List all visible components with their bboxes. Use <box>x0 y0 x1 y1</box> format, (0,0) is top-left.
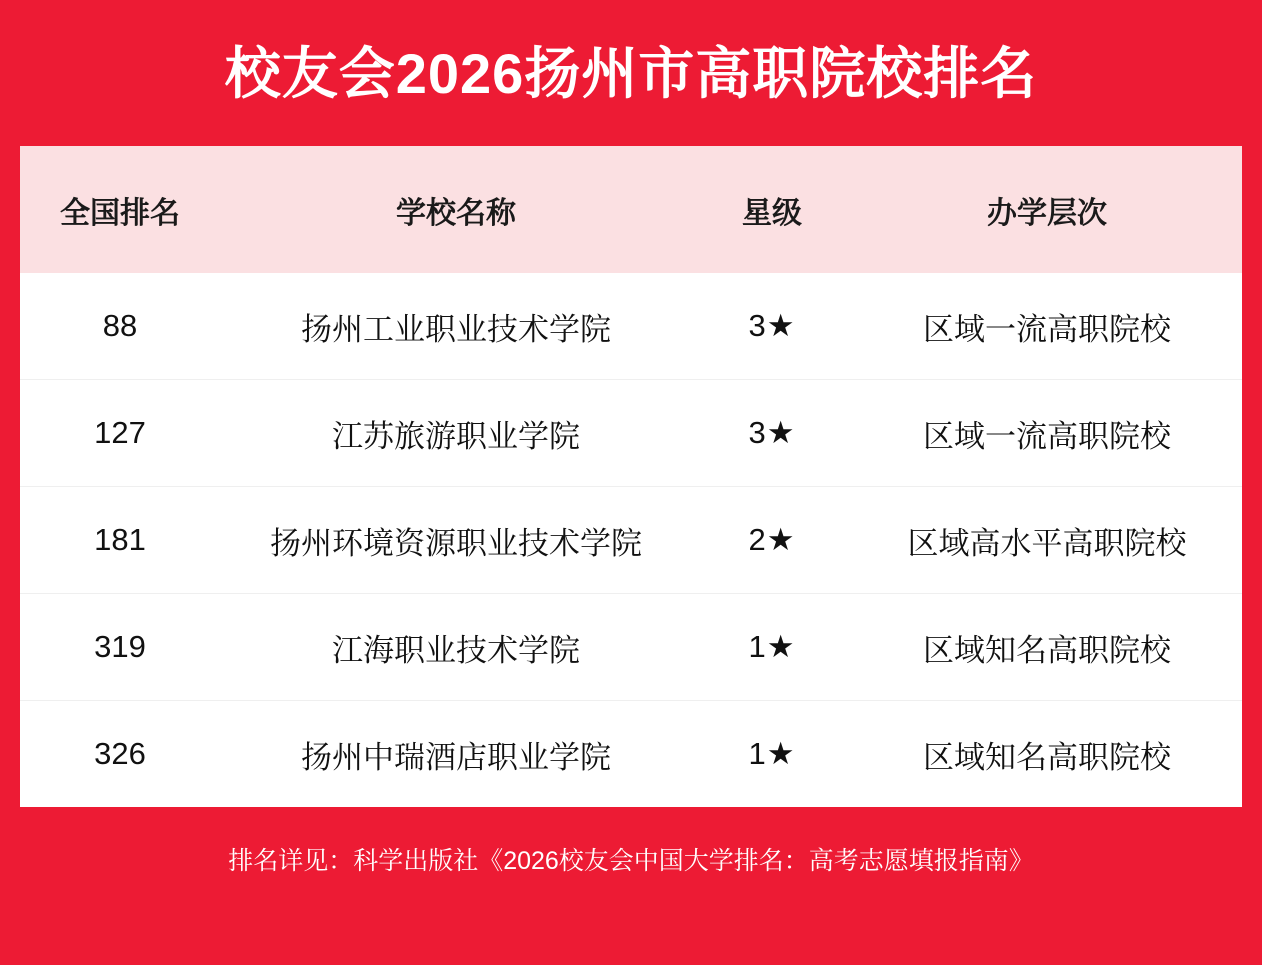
source-note: 排名详见：科学出版社《2026校友会中国大学排名：高考志愿填报指南》 <box>228 847 1034 875</box>
table-row <box>20 380 1242 487</box>
table-header-row <box>20 146 1242 273</box>
cell-school-name: 扬州工业职业技术学院 <box>220 273 692 380</box>
cell-level: 区域一流高职院校 <box>852 273 1242 380</box>
cell-school-name: 扬州环境资源职业技术学院 <box>220 487 692 594</box>
ranking-table <box>20 146 1242 807</box>
table-row <box>20 273 1242 380</box>
cell-level: 区域高水平高职院校 <box>852 487 1242 594</box>
cell-school-name: 扬州中瑞酒店职业学院 <box>301 739 611 775</box>
ranking-table-card <box>20 146 1242 807</box>
cell-rank: 127 <box>20 380 220 487</box>
cell-star-rating: 1★ <box>692 594 852 701</box>
table-body <box>20 273 1242 807</box>
column-header-level: 办学层次 <box>852 146 1242 273</box>
cell-rank: 88 <box>20 273 220 380</box>
cell-star-rating: 3★ <box>692 273 852 380</box>
table-row <box>20 594 1242 701</box>
table-row <box>20 487 1242 594</box>
cell-level: 区域知名高职院校 <box>852 594 1242 701</box>
column-header-name: 学校名称 <box>220 146 692 273</box>
column-header-star: 星级 <box>692 146 852 273</box>
table-row <box>20 701 1242 808</box>
column-header-rank: 全国排名 <box>20 146 220 273</box>
cell-level: 区域知名高职院校 <box>923 739 1171 775</box>
cell-star-rating: 2★ <box>692 487 852 594</box>
page-title: 校友会2026扬州市高职院校排名 <box>224 42 1038 105</box>
cell-rank: 319 <box>20 594 220 701</box>
cell-star-rating: 1★ <box>748 736 796 771</box>
cell-school-name: 江海职业技术学院 <box>220 594 692 701</box>
cell-level: 区域一流高职院校 <box>852 380 1242 487</box>
table-header <box>20 146 1242 273</box>
cell-star-rating: 3★ <box>692 380 852 487</box>
cell-rank: 181 <box>20 487 220 594</box>
cell-school-name: 江苏旅游职业学院 <box>220 380 692 487</box>
cell-rank: 326 <box>94 736 146 771</box>
